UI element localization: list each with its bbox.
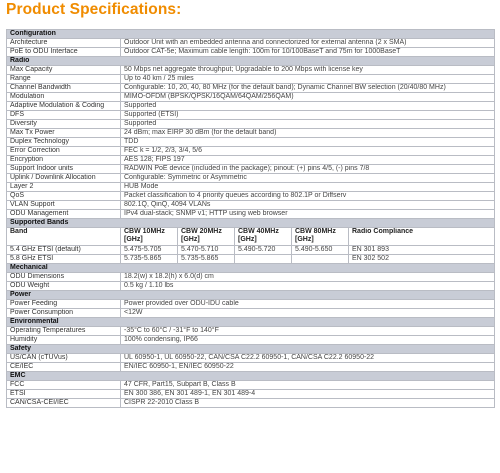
spec-value: MIMO-OFDM (BPSK/QPSK/16QAM/64QAM/256QAM) [121, 93, 495, 102]
band-cell [292, 255, 349, 264]
spec-value: 0.5 kg / 1.10 lbs [121, 282, 495, 291]
spec-label: Layer 2 [7, 183, 121, 192]
spec-label: Max Capacity [7, 66, 121, 75]
spec-value: 47 CFR, Part15, Subpart B, Class B [121, 381, 495, 390]
spec-label: Channel Bandwidth [7, 84, 121, 93]
spec-label: ETSI [7, 390, 121, 399]
band-column-header: CBW 20MHz [GHz] [178, 228, 235, 246]
spec-row [7, 273, 495, 282]
spec-label: Architecture [7, 39, 121, 48]
section-header-radio [7, 57, 495, 66]
section-header-environmental [7, 318, 495, 327]
spec-value: Outdoor CAT-5e; Maximum cable length: 100m for 10/100BaseT and 75m for 1000BaseT [121, 48, 495, 57]
spec-value: IPv4 dual-stack; SNMP v1; HTTP using web browser [121, 210, 495, 219]
spec-row [7, 66, 495, 75]
spec-row [7, 156, 495, 165]
spec-value: AES 128; FIPS 197 [121, 156, 495, 165]
band-column-header: CBW 80MHz [GHz] [292, 228, 349, 246]
spec-row [7, 354, 495, 363]
spec-label: Range [7, 75, 121, 84]
spec-value: CISPR 22-2010 Class B [121, 399, 495, 408]
section-header-power [7, 291, 495, 300]
spec-row [7, 363, 495, 372]
section-title: Configuration [7, 30, 495, 39]
band-column-header: CBW 10MHz [GHz] [121, 228, 178, 246]
spec-label: Support Indoor units [7, 165, 121, 174]
spec-label: Encryption [7, 156, 121, 165]
spec-row [7, 111, 495, 120]
section-header-emc [7, 372, 495, 381]
band-cell: 5.735-5.865 [121, 255, 178, 264]
spec-label: ODU Weight [7, 282, 121, 291]
spec-value: Packet classification to 4 priority queues according to 802.1P or Diffserv [121, 192, 495, 201]
spec-value: Configurable: 10, 20, 40, 80 MHz (for the default band); Dynamic Channel BW selection (20/40/80 MHz) [121, 84, 495, 93]
section-header-configuration [7, 30, 495, 39]
spec-value: 18.2(w) x 18.2(h) x 6.0(d) cm [121, 273, 495, 282]
band-cell [235, 255, 292, 264]
spec-label: Power Feeding [7, 300, 121, 309]
spec-row [7, 129, 495, 138]
spec-row [7, 39, 495, 48]
spec-row [7, 336, 495, 345]
band-column-header: Radio Compliance [349, 228, 495, 246]
spec-row [7, 399, 495, 408]
spec-label: FCC [7, 381, 121, 390]
section-title: Mechanical [7, 264, 495, 273]
section-title: Environmental [7, 318, 495, 327]
spec-row [7, 165, 495, 174]
spec-label: ODU Dimensions [7, 273, 121, 282]
spec-label: PoE to ODU Interface [7, 48, 121, 57]
spec-value: UL 60950-1, UL 60950-22, CAN/CSA C22.2 60950-1, CAN/CSA C22.2 60950-22 [121, 354, 495, 363]
spec-value: Outdoor Unit with an embedded antenna and connectorized for external antenna (2 x SMA) [121, 39, 495, 48]
spec-label: US/CAN (cTUVus) [7, 354, 121, 363]
section-title: EMC [7, 372, 495, 381]
spec-row [7, 210, 495, 219]
spec-row [7, 309, 495, 318]
spec-row [7, 327, 495, 336]
spec-label: Diversity [7, 120, 121, 129]
bands-header-row [7, 228, 495, 246]
spec-row [7, 201, 495, 210]
spec-value: <12W [121, 309, 495, 318]
spec-row [7, 84, 495, 93]
spec-label: CE/IEC [7, 363, 121, 372]
spec-row [7, 300, 495, 309]
spec-value: Supported [121, 102, 495, 111]
spec-row [7, 192, 495, 201]
spec-label: CAN/CSA-CEI/IEC [7, 399, 121, 408]
section-header-bands [7, 219, 495, 228]
spec-row [7, 381, 495, 390]
spec-row [7, 93, 495, 102]
section-title: Radio [7, 57, 495, 66]
band-label: 5.4 GHz ETSI (default) [7, 246, 121, 255]
band-cell: 5.490-5.650 [292, 246, 349, 255]
spec-label: Error Correction [7, 147, 121, 156]
spec-value: RADWIN PoE device (included in the package); pinout: (+) pins 4/5, (-) pins 7/8 [121, 165, 495, 174]
section-header-safety [7, 345, 495, 354]
spec-label: QoS [7, 192, 121, 201]
spec-value: -35°C to 60°C / -31°F to 140°F [121, 327, 495, 336]
spec-row [7, 102, 495, 111]
spec-value: EN 300 386, EN 301 489-1, EN 301 489-4 [121, 390, 495, 399]
spec-label: DFS [7, 111, 121, 120]
spec-row [7, 120, 495, 129]
section-header-mechanical [7, 264, 495, 273]
spec-label: Uplink / Downlink Allocation [7, 174, 121, 183]
page-title: Product Specifications: [6, 1, 182, 18]
section-title: Supported Bands [7, 219, 495, 228]
spec-value: 802.1Q, QinQ, 4094 VLANs [121, 201, 495, 210]
spec-row [7, 138, 495, 147]
band-row [7, 255, 495, 264]
spec-value: Supported (ETSI) [121, 111, 495, 120]
spec-label: ODU Management [7, 210, 121, 219]
section-title: Safety [7, 345, 495, 354]
band-cell: 5.490-5.720 [235, 246, 292, 255]
band-label: 5.8 GHz ETSI [7, 255, 121, 264]
spec-label: Duplex Technology [7, 138, 121, 147]
spec-label: Power Consumption [7, 309, 121, 318]
spec-label: Humidity [7, 336, 121, 345]
spec-label: Max Tx Power [7, 129, 121, 138]
spec-row [7, 183, 495, 192]
spec-label: Modulation [7, 93, 121, 102]
spec-value: FEC k = 1/2, 2/3, 3/4, 5/6 [121, 147, 495, 156]
spec-row [7, 147, 495, 156]
section-title: Power [7, 291, 495, 300]
spec-label: VLAN Support [7, 201, 121, 210]
spec-value: HUB Mode [121, 183, 495, 192]
spec-value: 100% condensing, IP66 [121, 336, 495, 345]
band-row [7, 246, 495, 255]
spec-value: TDD [121, 138, 495, 147]
spec-value: Supported [121, 120, 495, 129]
spec-value: Power provided over ODU-IDU cable [121, 300, 495, 309]
spec-row [7, 390, 495, 399]
spec-value: 24 dBm; max EIRP 30 dBm (for the default band) [121, 129, 495, 138]
band-cell: EN 302 502 [349, 255, 495, 264]
spec-value: EN/IEC 60950-1, EN/IEC 60950-22 [121, 363, 495, 372]
spec-value: 50 Mbps net aggregate throughput; Upgradable to 200 Mbps with license key [121, 66, 495, 75]
spec-label: Adaptive Modulation & Coding [7, 102, 121, 111]
band-cell: 5.470-5.710 [178, 246, 235, 255]
spec-value: Up to 40 km / 25 miles [121, 75, 495, 84]
band-cell: 5.735-5.865 [178, 255, 235, 264]
spec-label: Operating Temperatures [7, 327, 121, 336]
spec-table [6, 29, 495, 408]
spec-value: Configurable: Symmetric or Asymmetric [121, 174, 495, 183]
band-cell: EN 301 893 [349, 246, 495, 255]
spec-row [7, 282, 495, 291]
band-cell: 5.475-5.705 [121, 246, 178, 255]
band-column-header: Band [7, 228, 121, 246]
spec-row [7, 48, 495, 57]
spec-row [7, 75, 495, 84]
spec-row [7, 174, 495, 183]
band-column-header: CBW 40MHz [GHz] [235, 228, 292, 246]
